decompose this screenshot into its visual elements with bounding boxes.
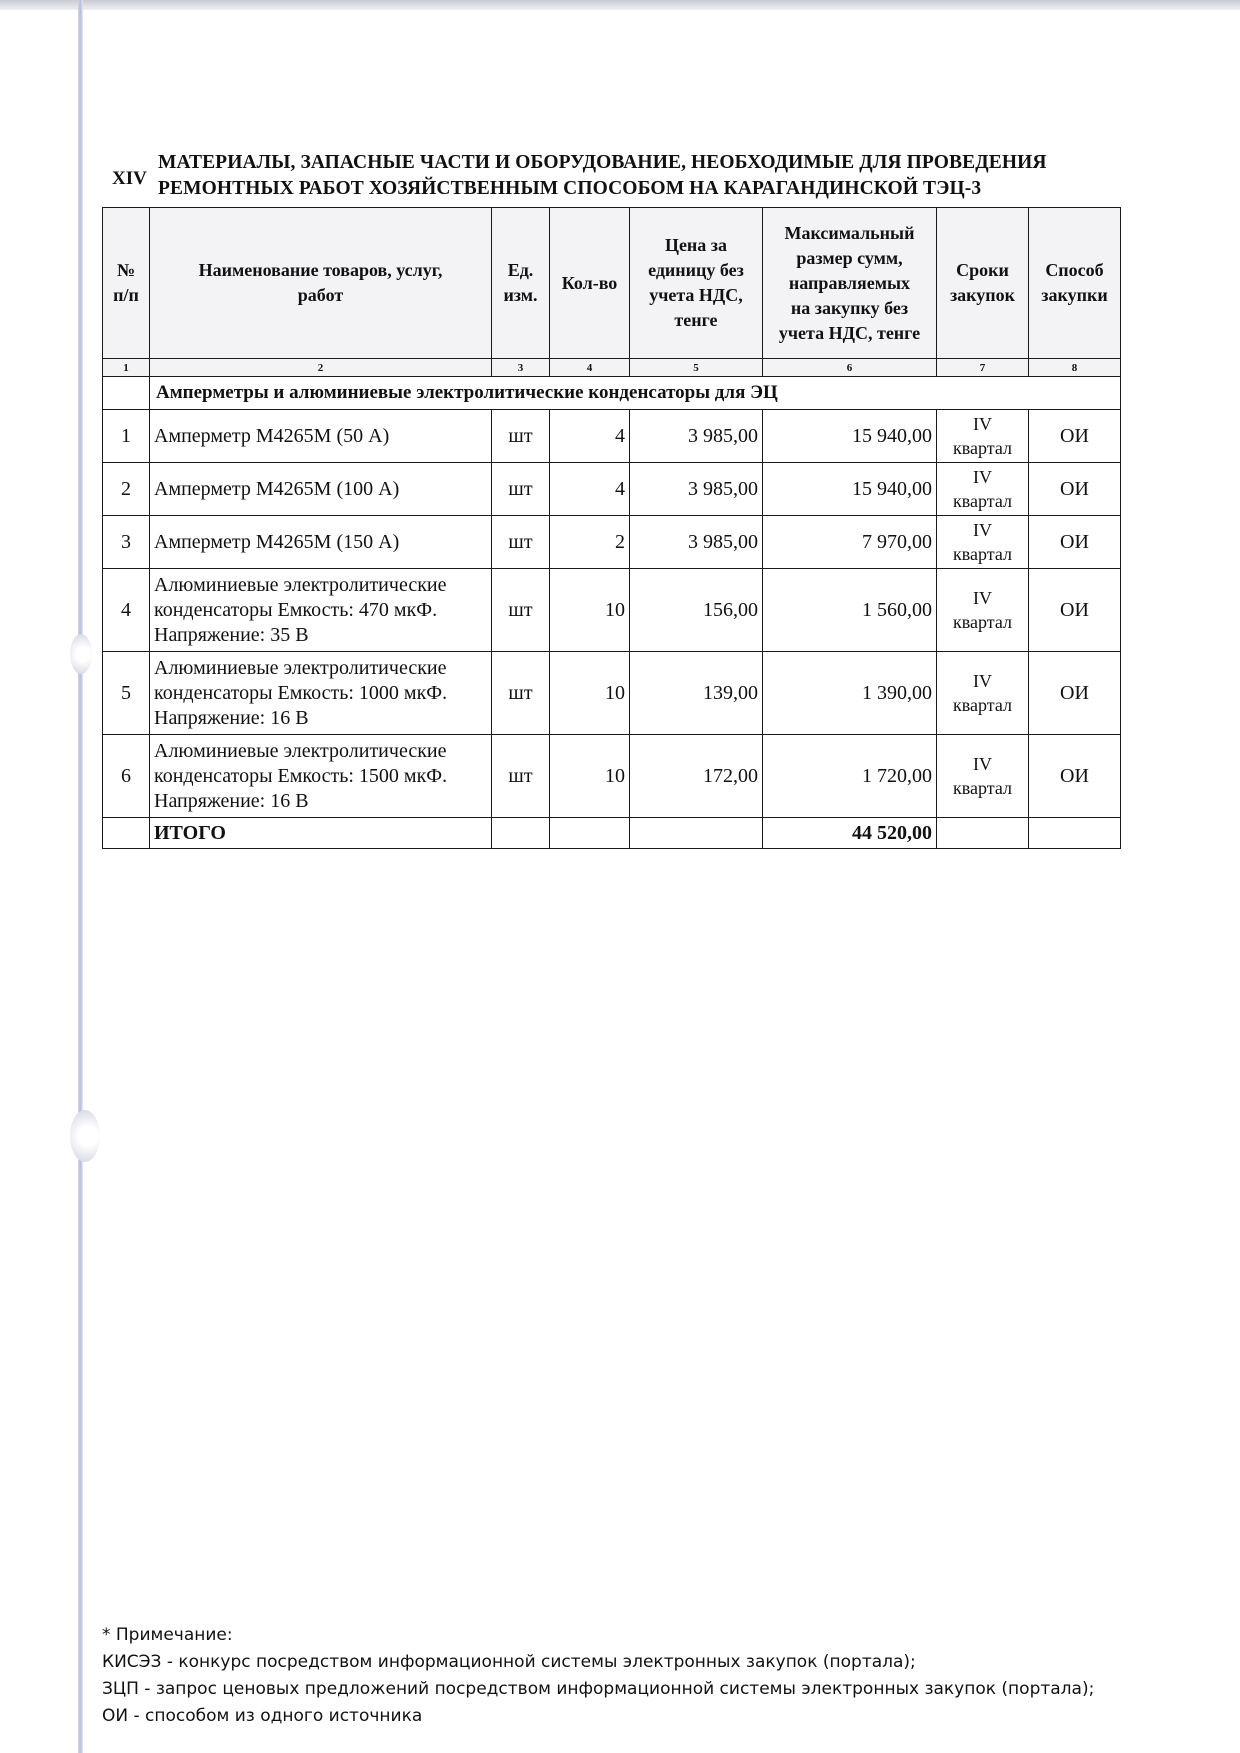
row-number: 4	[103, 569, 150, 652]
item-quantity: 2	[550, 516, 630, 569]
total-value: 44 520,00	[763, 818, 937, 849]
item-unit-price: 139,00	[630, 652, 763, 735]
item-unit: шт	[492, 463, 550, 516]
binding-line	[78, 0, 83, 1753]
item-max-amount: 7 970,00	[763, 516, 937, 569]
column-index: 8	[1029, 359, 1121, 377]
table-row	[103, 410, 1121, 463]
item-period: IV квартал	[937, 410, 1029, 463]
table-row	[103, 569, 1121, 652]
footnote-line: ОИ - способом из одного источника	[102, 1706, 423, 1726]
item-quantity: 4	[550, 410, 630, 463]
column-index: 3	[492, 359, 550, 377]
item-method: ОИ	[1029, 569, 1121, 652]
table-row	[103, 735, 1121, 818]
header-max-amount: Максимальный размер сумм, направляемых на закупку без учета НДС, тенге	[763, 208, 937, 359]
procurement-table	[102, 207, 1121, 849]
item-unit-price: 156,00	[630, 569, 763, 652]
item-period: IV квартал	[937, 569, 1029, 652]
item-method: ОИ	[1029, 652, 1121, 735]
table-row	[103, 463, 1121, 516]
table-total-row	[103, 818, 1121, 849]
item-max-amount: 1 720,00	[763, 735, 937, 818]
item-unit: шт	[492, 735, 550, 818]
item-method: ОИ	[1029, 410, 1121, 463]
column-index: 4	[550, 359, 630, 377]
section-title-line: МАТЕРИАЛЫ, ЗАПАСНЫЕ ЧАСТИ И ОБОРУДОВАНИЕ, НЕОБХОДИМЫЕ ДЛЯ ПРОВЕДЕНИЯ	[158, 152, 1047, 173]
item-name: Алюминиевые электролитические конденсаторы Емкость: 1500 мкФ. Напряжение: 16 В	[150, 735, 492, 818]
item-name: Алюминиевые электролитические конденсаторы Емкость: 1000 мкФ. Напряжение: 16 В	[150, 652, 492, 735]
page-top-edge	[0, 0, 1240, 10]
column-index: 1	[103, 359, 150, 377]
footnote-line: КИСЭЗ - конкурс посредством информационной системы электронных закупок (портала);	[102, 1652, 916, 1672]
footnote-line: ЗЦП - запрос ценовых предложений посредством информационной системы электронных закупок (портала);	[102, 1679, 1095, 1699]
item-max-amount: 1 560,00	[763, 569, 937, 652]
punch-hole	[70, 1110, 100, 1162]
item-unit: шт	[492, 569, 550, 652]
table-header-row	[103, 208, 1121, 359]
row-number: 2	[103, 463, 150, 516]
column-index: 2	[150, 359, 492, 377]
table-row	[103, 652, 1121, 735]
section-title	[158, 150, 1118, 202]
item-unit-price: 3 985,00	[630, 516, 763, 569]
item-unit-price: 3 985,00	[630, 463, 763, 516]
header-quantity: Кол-во	[550, 208, 630, 359]
row-number: 3	[103, 516, 150, 569]
header-procurement-method: Способ закупки	[1029, 208, 1121, 359]
column-index: 6	[763, 359, 937, 377]
punch-hole	[70, 634, 92, 674]
row-number: 5	[103, 652, 150, 735]
item-method: ОИ	[1029, 735, 1121, 818]
row-number: 1	[103, 410, 150, 463]
item-name: Амперметр М4265М (50 А)	[150, 410, 492, 463]
item-quantity: 10	[550, 569, 630, 652]
item-max-amount: 15 940,00	[763, 463, 937, 516]
item-quantity: 10	[550, 652, 630, 735]
item-period: IV квартал	[937, 463, 1029, 516]
item-unit: шт	[492, 410, 550, 463]
item-unit: шт	[492, 652, 550, 735]
item-unit-price: 3 985,00	[630, 410, 763, 463]
column-index: 7	[937, 359, 1029, 377]
item-period: IV квартал	[937, 516, 1029, 569]
row-number: 6	[103, 735, 150, 818]
column-index-row	[103, 359, 1121, 377]
item-max-amount: 1 390,00	[763, 652, 937, 735]
item-unit-price: 172,00	[630, 735, 763, 818]
item-period: IV квартал	[937, 652, 1029, 735]
section-number: XIV	[112, 168, 147, 189]
item-max-amount: 15 940,00	[763, 410, 937, 463]
item-name: Амперметр М4265М (150 А)	[150, 516, 492, 569]
total-label: ИТОГО	[150, 818, 492, 849]
item-quantity: 4	[550, 463, 630, 516]
footnote	[102, 1622, 1222, 1730]
header-unit-price: Цена за единицу без учета НДС, тенге	[630, 208, 763, 359]
column-index: 5	[630, 359, 763, 377]
item-method: ОИ	[1029, 463, 1121, 516]
header-unit: Ед. изм.	[492, 208, 550, 359]
footnote-title: * Примечание:	[102, 1625, 233, 1645]
table-section-row	[103, 377, 1121, 410]
item-name: Алюминиевые электролитические конденсаторы Емкость: 470 мкФ. Напряжение: 35 В	[150, 569, 492, 652]
header-procurement-period: Сроки закупок	[937, 208, 1029, 359]
table-row	[103, 516, 1121, 569]
item-name: Амперметр М4265М (100 А)	[150, 463, 492, 516]
header-name: Наименование товаров, услуг, работ	[150, 208, 492, 359]
section-title-line: РЕМОНТНЫХ РАБОТ ХОЗЯЙСТВЕННЫМ СПОСОБОМ НА КАРАГАНДИНСКОЙ ТЭЦ-3	[158, 178, 982, 199]
item-unit: шт	[492, 516, 550, 569]
item-quantity: 10	[550, 735, 630, 818]
item-method: ОИ	[1029, 516, 1121, 569]
item-period: IV квартал	[937, 735, 1029, 818]
header-number: № п/п	[103, 208, 150, 359]
table-section-title: Амперметры и алюминиевые электролитические конденсаторы для ЭЦ	[150, 377, 1121, 410]
